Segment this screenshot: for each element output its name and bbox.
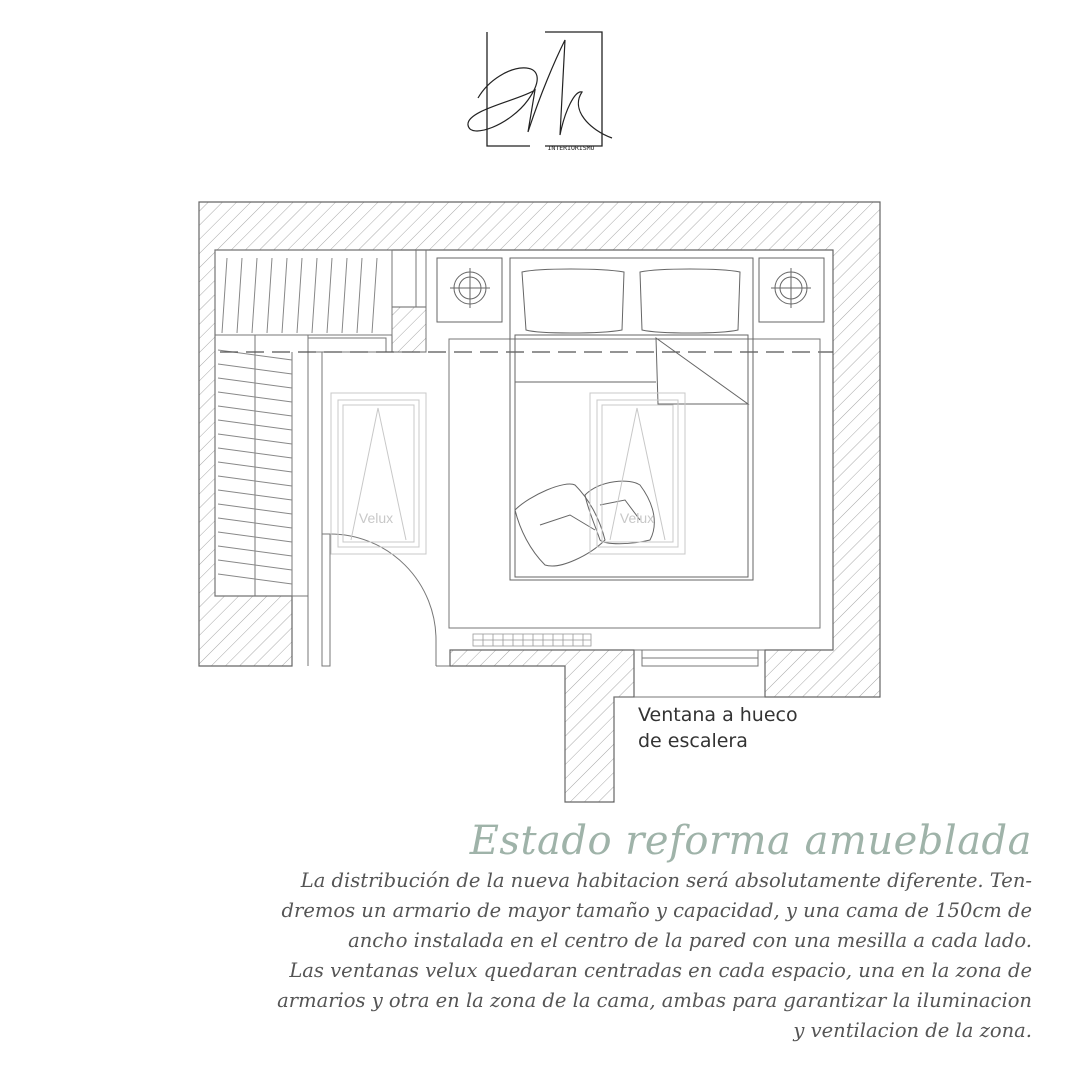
- logo-subtitle: INTERIORISMO: [547, 144, 595, 152]
- velux-label-left: Velux: [358, 510, 394, 526]
- window-annotation: [638, 702, 798, 754]
- velux-window-left: [331, 393, 426, 554]
- caption-title: Estado reforma amueblada: [469, 818, 1032, 864]
- caption-line: dremos un armario de mayor tamaño y capacidad, y una cama de 150cm de: [281, 899, 1032, 922]
- bed: [510, 258, 753, 580]
- velux-label-right: Velux: [619, 510, 655, 526]
- caption-line: Las ventanas velux quedaran centradas en cada espacio, una en la zona de: [289, 959, 1032, 982]
- nightstand-right: [759, 258, 824, 322]
- monogram-signature: [468, 40, 612, 138]
- velux-window-right: [590, 393, 685, 554]
- caption-line: y ventilacion de la zona.: [793, 1019, 1032, 1042]
- window-annotation-line-1: Ventana a hueco: [638, 704, 798, 726]
- caption-line: ancho instalada en el centro de la pared con una mesilla a cada lado.: [348, 929, 1032, 952]
- logo: [468, 32, 612, 152]
- caption-block: [212, 818, 1032, 1046]
- nightstand-left: [437, 258, 502, 322]
- radiator: [473, 634, 591, 646]
- caption-description: [212, 866, 1032, 1046]
- caption-line: armarios y otra en la zona de la cama, ambas para garantizar la iluminacion: [277, 989, 1032, 1012]
- stair-window: [614, 650, 765, 697]
- caption-line: La distribución de la nueva habitacion será absolutamente diferente. Ten-: [300, 869, 1032, 892]
- window-annotation-line-2: de escalera: [638, 730, 748, 752]
